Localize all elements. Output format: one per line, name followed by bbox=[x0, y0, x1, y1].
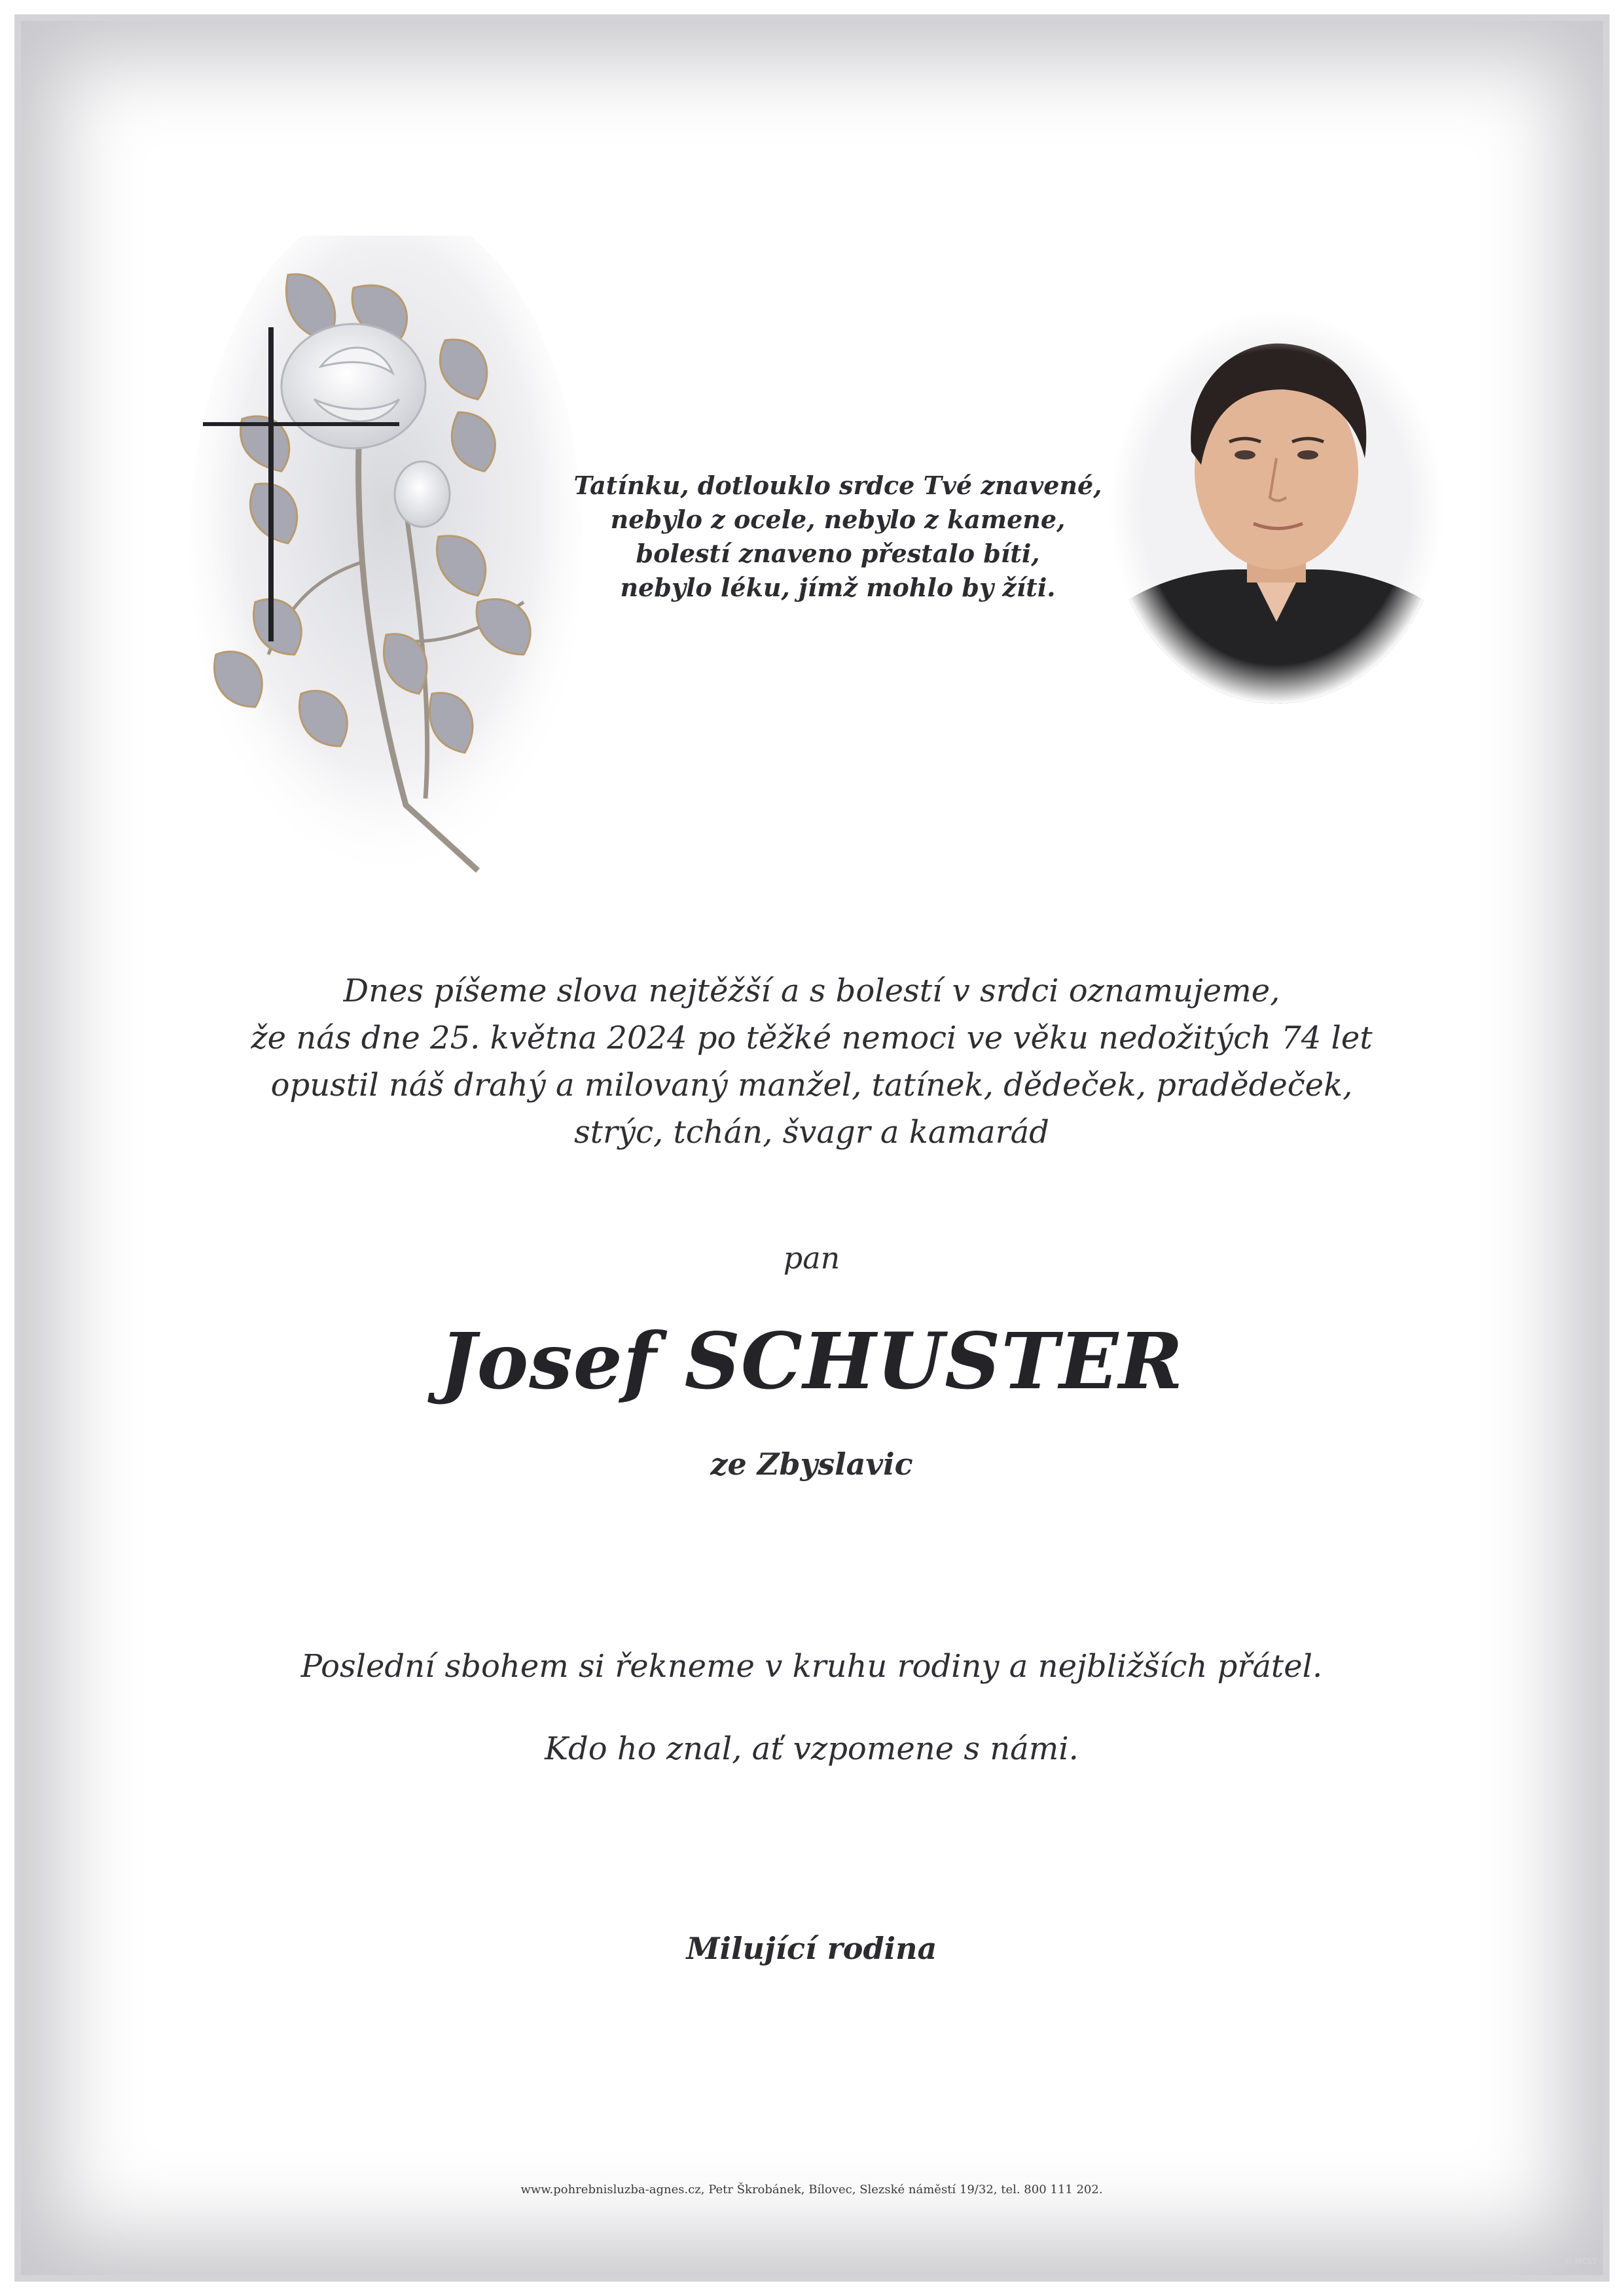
poem-line: nebylo z ocele, nebylo z kamene, bbox=[610, 505, 1066, 534]
deceased-title: pan bbox=[783, 1240, 840, 1276]
poem-line: nebylo léku, jímž mohlo by žíti. bbox=[620, 573, 1056, 602]
announcement-line: že nás dne 25. května 2024 po těžké nemoci ve věku nedožitých 74 let bbox=[251, 1020, 1373, 1056]
corner-mark: © MCST bbox=[1564, 2257, 1597, 2266]
deceased-origin: ze Zbyslavic bbox=[710, 1446, 913, 1482]
poem bbox=[511, 469, 1165, 605]
announcement bbox=[157, 967, 1466, 1156]
announcement-line: opustil náš drahý a milovaný manžel, tatínek, dědeček, pradědeček, bbox=[270, 1067, 1353, 1103]
farewell-text: Poslední sbohem si řekneme v kruhu rodiny a nejbližších přátel. bbox=[300, 1648, 1323, 1685]
remember-text: Kdo ho znal, ať vzpomene s námi. bbox=[545, 1731, 1079, 1767]
announcement-line: Dnes píšeme slova nejtěžší a s bolestí v srdci oznamujeme, bbox=[343, 973, 1280, 1009]
announcement-line: strýc, tchán, švagr a kamarád bbox=[574, 1114, 1049, 1151]
signature: Milující rodina bbox=[686, 1931, 937, 1966]
poem-line: Tatínku, dotlouklo srdce Tvé znavené, bbox=[573, 471, 1102, 500]
poem-line: bolestí znaveno přestalo bíti, bbox=[636, 539, 1040, 568]
footer-contact: www.pohrebnisluzba-agnes.cz, Petr Škrobánek, Bílovec, Slezské náměstí 19/32, tel. 800 111 202. bbox=[520, 2183, 1103, 2197]
deceased-name: Josef SCHUSTER bbox=[439, 1316, 1184, 1407]
